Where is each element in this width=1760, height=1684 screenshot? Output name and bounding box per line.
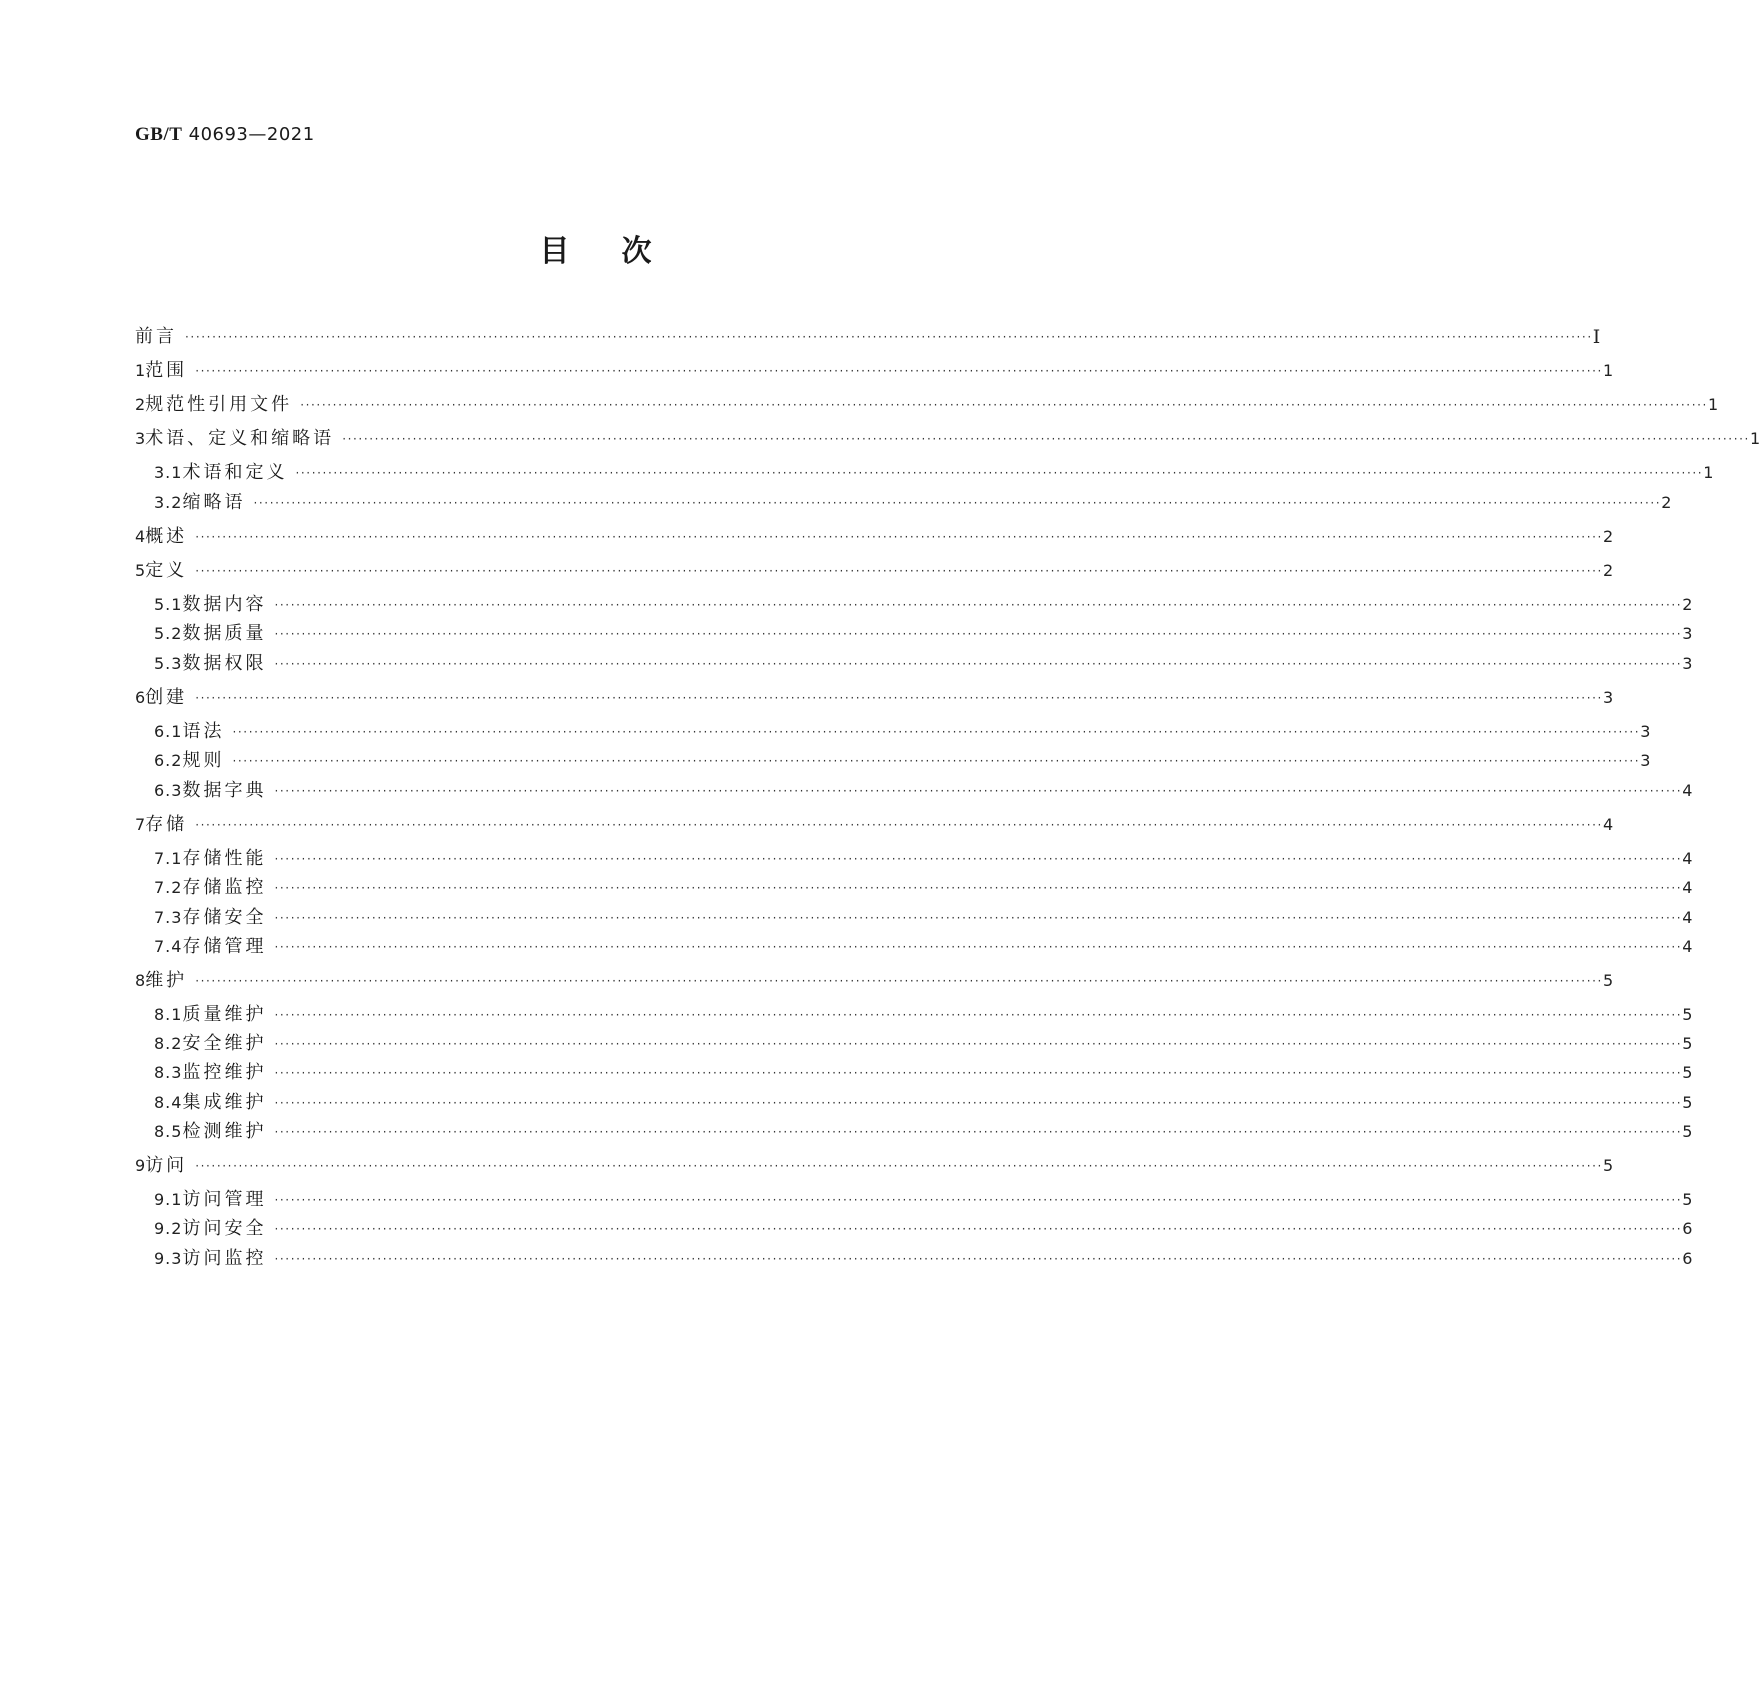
toc-leader-dots: ····································································································································································································································································: [274, 1096, 1683, 1110]
toc-entry[interactable]: [154, 1120, 1693, 1144]
toc-entry-number: 2: [135, 395, 146, 414]
toc-entry[interactable]: [135, 1154, 1614, 1178]
toc-entry-number: 8.3: [154, 1063, 183, 1082]
toc-entry-page: 1: [1602, 361, 1614, 380]
toc-leader-dots: ····································································································································································································································································: [195, 691, 1603, 705]
toc-entry-number: 8: [135, 971, 146, 990]
toc-entry-title: 范围: [145, 360, 188, 381]
toc-entry-page: 2: [1602, 527, 1614, 546]
toc-entry[interactable]: [135, 969, 1614, 993]
toc-leader-dots: ····································································································································································································································································: [274, 940, 1683, 954]
toc-entry-title: 数据字典: [182, 780, 267, 801]
toc-leader-dots: ····································································································································································································································································: [195, 530, 1603, 544]
toc-leader-dots: ····································································································································································································································································: [274, 627, 1683, 641]
toc-leader-dots: ····································································································································································································································································: [232, 754, 1641, 768]
toc-leader-dots: ····································································································································································································································································: [195, 818, 1603, 832]
toc-entry[interactable]: [154, 1217, 1693, 1241]
toc-entry-page: 4: [1682, 878, 1693, 897]
toc-entry-page: 4: [1602, 815, 1614, 834]
standard-prefix: GB/T: [135, 124, 183, 145]
toc-entry[interactable]: [154, 1003, 1693, 1027]
toc-entry-title: 概述: [145, 526, 188, 547]
toc-entry-title: 存储安全: [182, 907, 267, 928]
toc-entry-title: 维护: [145, 970, 188, 991]
toc-entry[interactable]: [154, 779, 1693, 803]
toc-leader-dots: ····································································································································································································································································: [195, 364, 1603, 378]
toc-leader-dots: ····································································································································································································································································: [274, 911, 1683, 925]
toc-entry-page: 5: [1682, 1122, 1693, 1141]
toc-entry-title: 规则: [182, 750, 225, 771]
toc-entry-title: 集成维护: [182, 1092, 267, 1113]
toc-entry-number: 6.1: [154, 722, 183, 741]
toc-entry-number: 3: [135, 429, 146, 448]
toc-entry-title: 前言: [135, 326, 177, 347]
toc-entry-number: 9.3: [154, 1249, 183, 1268]
toc-entry-title: 语法: [182, 721, 225, 742]
toc-entry[interactable]: [154, 935, 1693, 959]
toc-entry-title: 定义: [145, 560, 188, 581]
toc-leader-dots: ····································································································································································································································································: [274, 1222, 1683, 1236]
toc-entry-page: 2: [1682, 595, 1693, 614]
toc-entry-title: 安全维护: [182, 1033, 267, 1054]
toc-entry-title: 规范性引用文件: [145, 394, 293, 415]
toc-entry-number: 7: [135, 815, 146, 834]
toc-entry[interactable]: [154, 593, 1693, 617]
toc-entry-page: 6: [1682, 1249, 1693, 1268]
toc-entry-page: 3: [1640, 722, 1651, 741]
toc-entry-page: 1: [1707, 395, 1719, 414]
toc-entry[interactable]: [135, 427, 1760, 451]
toc-entry-title: 术语、定义和缩略语: [145, 428, 335, 449]
toc-entry-page: 3: [1602, 688, 1614, 707]
toc-entry[interactable]: [154, 906, 1693, 930]
toc-entry-number: 5.2: [154, 624, 183, 643]
toc-entry[interactable]: [154, 1091, 1693, 1115]
toc-entry-title: 缩略语: [182, 492, 246, 513]
toc-leader-dots: ····································································································································································································································································: [274, 1193, 1683, 1207]
toc-entry[interactable]: [154, 622, 1693, 646]
toc-entry-number: 7.2: [154, 878, 183, 897]
standard-number: 40693—2021: [182, 124, 315, 145]
toc-entry-title: 存储监控: [182, 877, 267, 898]
toc-leader-dots: ····································································································································································································································································: [342, 432, 1750, 446]
toc-entry-title: 数据质量: [182, 623, 267, 644]
toc-entry-number: 7.3: [154, 908, 183, 927]
toc-entry-page: 3: [1682, 654, 1693, 673]
toc-entry-page: 2: [1661, 493, 1672, 512]
toc-entry-title: 数据权限: [182, 653, 267, 674]
toc-entry-page: 5: [1602, 1156, 1614, 1175]
toc-entry-page: 4: [1682, 849, 1693, 868]
toc-entry[interactable]: [135, 325, 1601, 349]
toc-entry-number: 7.4: [154, 937, 183, 956]
toc-leader-dots: ····································································································································································································································································: [274, 1008, 1683, 1022]
toc-entry-title: 数据内容: [182, 594, 267, 615]
toc-leader-dots: ····································································································································································································································································: [295, 466, 1704, 480]
toc-entry-number: 7.1: [154, 849, 183, 868]
toc-leader-dots: ····································································································································································································································································: [274, 1037, 1683, 1051]
toc-entry-page: 2: [1602, 561, 1614, 580]
document-header: [135, 124, 315, 146]
toc-entry-page: 5: [1682, 1190, 1693, 1209]
toc-entry-page: 1: [1749, 429, 1760, 448]
toc-entry-number: 5: [135, 561, 146, 580]
toc-entry[interactable]: [135, 525, 1614, 549]
toc-entry-title: 访问管理: [182, 1189, 267, 1210]
toc-leader-dots: ····································································································································································································································································: [195, 564, 1603, 578]
toc-leader-dots: ····································································································································································································································································: [274, 598, 1683, 612]
toc-entry[interactable]: [135, 813, 1614, 837]
toc-entry[interactable]: [154, 847, 1693, 871]
toc-leader-dots: ····································································································································································································································································: [274, 1066, 1683, 1080]
toc-entry[interactable]: [154, 1032, 1693, 1056]
toc-entry-page: 5: [1682, 1034, 1693, 1053]
toc-entry-number: 6.2: [154, 751, 183, 770]
toc-entry-title: 访问安全: [182, 1218, 267, 1239]
toc-leader-dots: ····································································································································································································································································: [195, 1159, 1603, 1173]
toc-entry-number: 5.1: [154, 595, 183, 614]
toc-entry[interactable]: [154, 652, 1693, 676]
toc-entry-number: 9.2: [154, 1219, 183, 1238]
toc-entry[interactable]: [154, 1061, 1693, 1085]
toc-leader-dots: ····································································································································································································································································: [253, 496, 1662, 510]
toc-entry-title: 创建: [145, 687, 188, 708]
toc-entry-number: 8.1: [154, 1005, 183, 1024]
toc-entry-page: Ⅰ: [1592, 326, 1601, 348]
toc-entry[interactable]: [135, 359, 1614, 383]
toc-leader-dots: ····································································································································································································································································: [274, 852, 1683, 866]
toc-entry-page: 4: [1682, 937, 1693, 956]
toc-entry-number: 6.3: [154, 781, 183, 800]
toc-leader-dots: ····································································································································································································································································: [274, 881, 1683, 895]
toc-entry-page: 6: [1682, 1219, 1693, 1238]
toc-leader-dots: ····································································································································································································································································: [274, 657, 1683, 671]
toc-entry-number: 3.2: [154, 493, 183, 512]
toc-entry-page: 5: [1682, 1093, 1693, 1112]
toc-entry[interactable]: [154, 1188, 1693, 1212]
toc-entry-page: 4: [1682, 781, 1693, 800]
toc-entry-number: 4: [135, 527, 146, 546]
toc-entry-title: 监控维护: [182, 1062, 267, 1083]
toc-entry-number: 9.1: [154, 1190, 183, 1209]
toc-entry-number: 5.3: [154, 654, 183, 673]
toc-entry[interactable]: [154, 876, 1693, 900]
toc-leader-dots: ····································································································································································································································································: [232, 725, 1641, 739]
toc-entry-page: 3: [1682, 624, 1693, 643]
toc-leader-dots: ····································································································································································································································································: [274, 1125, 1683, 1139]
toc-entry-number: 9: [135, 1156, 146, 1175]
toc-entry-title: 访问: [145, 1155, 188, 1176]
toc-entry[interactable]: [135, 393, 1719, 417]
toc-entry[interactable]: [135, 686, 1614, 710]
toc-entry[interactable]: [154, 461, 1714, 485]
toc-entry-page: 5: [1682, 1005, 1693, 1024]
toc-entry-title: 存储: [145, 814, 188, 835]
toc-entry-title: 术语和定义: [182, 462, 288, 483]
toc-entry-page: 4: [1682, 908, 1693, 927]
toc-entry-title: 存储管理: [182, 936, 267, 957]
toc-entry-number: 8.2: [154, 1034, 183, 1053]
toc-entry-page: 5: [1682, 1063, 1693, 1082]
toc-entry-title: 检测维护: [182, 1121, 267, 1142]
toc-entry-page: 5: [1602, 971, 1614, 990]
toc-entry[interactable]: [154, 749, 1651, 773]
toc-entry-number: 3.1: [154, 463, 183, 482]
toc-entry-title: 质量维护: [182, 1004, 267, 1025]
toc-entry[interactable]: [154, 491, 1672, 515]
toc-entry-title: 存储性能: [182, 848, 267, 869]
toc-entry-page: 1: [1703, 463, 1714, 482]
toc-entry-number: 6: [135, 688, 146, 707]
toc-entry-title: 访问监控: [182, 1248, 267, 1269]
toc-entry-number: 8.4: [154, 1093, 183, 1112]
toc-leader-dots: ····································································································································································································································································: [274, 784, 1683, 798]
toc-entry[interactable]: [154, 720, 1651, 744]
toc-leader-dots: ····································································································································································································································································: [185, 330, 1593, 344]
toc-entry-page: 3: [1640, 751, 1651, 770]
toc-leader-dots: ····································································································································································································································································: [274, 1252, 1683, 1266]
toc-leader-dots: ····································································································································································································································································: [300, 398, 1708, 412]
toc-entry-number: 1: [135, 361, 146, 380]
toc-leader-dots: ····································································································································································································································································: [195, 974, 1603, 988]
toc-entry[interactable]: [135, 559, 1614, 583]
toc-entry-number: 8.5: [154, 1122, 183, 1141]
page-title: 目次: [539, 234, 704, 269]
toc-entry[interactable]: [154, 1247, 1693, 1271]
